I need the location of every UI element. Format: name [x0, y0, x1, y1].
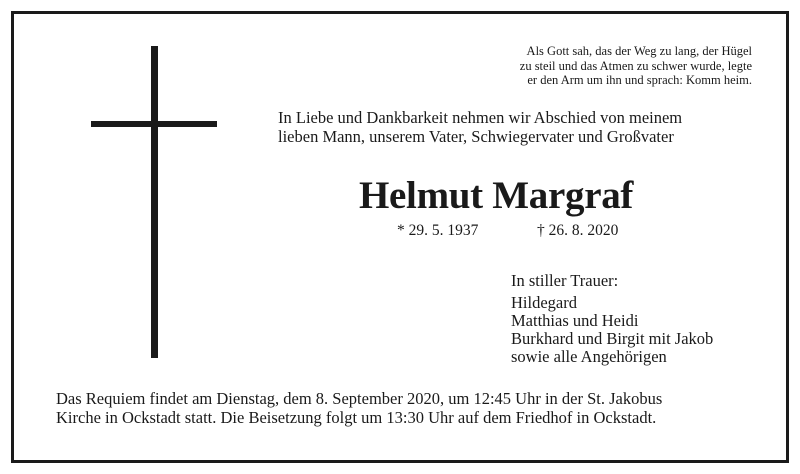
intro-line: lieben Mann, unserem Vater, Schwiegervater und Großvater: [278, 126, 674, 146]
mourner-entry: Burkhard und Birgit mit Jakob: [511, 329, 714, 348]
mourners-list: [511, 294, 713, 366]
deceased-name: Helmut Margraf: [359, 174, 634, 217]
service-line: Kirche in Ockstadt statt. Die Beisetzung folgt um 13:30 Uhr auf dem Friedhof in Ockstadt.: [56, 407, 657, 427]
intro-text: [278, 109, 758, 146]
service-info: [56, 390, 776, 427]
poem-line: zu steil und das Atmen zu schwer wurde, legte: [519, 58, 752, 73]
cross-icon-crossbar: [91, 121, 217, 127]
birth-date: * 29. 5. 1937: [397, 222, 479, 239]
poem-line: er den Arm um ihn und sprach: Komm heim.: [527, 73, 752, 87]
mourner-entry: Matthias und Heidi: [511, 311, 639, 330]
death-date: † 26. 8. 2020: [537, 222, 619, 239]
intro-line: In Liebe und Dankbarkeit nehmen wir Abschied von meinem: [278, 108, 683, 127]
mourners-block: [511, 272, 713, 366]
mourners-heading: In stiller Trauer:: [511, 271, 619, 290]
cross-icon: [151, 46, 158, 358]
poem-text: [462, 44, 752, 88]
poem-line: Als Gott sah, das der Weg zu lang, der Hügel: [526, 44, 752, 58]
mourner-entry: sowie alle Angehörigen: [511, 347, 667, 366]
mourner-entry: Hildegard: [511, 293, 577, 312]
service-line: Das Requiem findet am Dienstag, dem 8. September 2020, um 12:45 Uhr in der St. Jakobus: [56, 389, 663, 408]
